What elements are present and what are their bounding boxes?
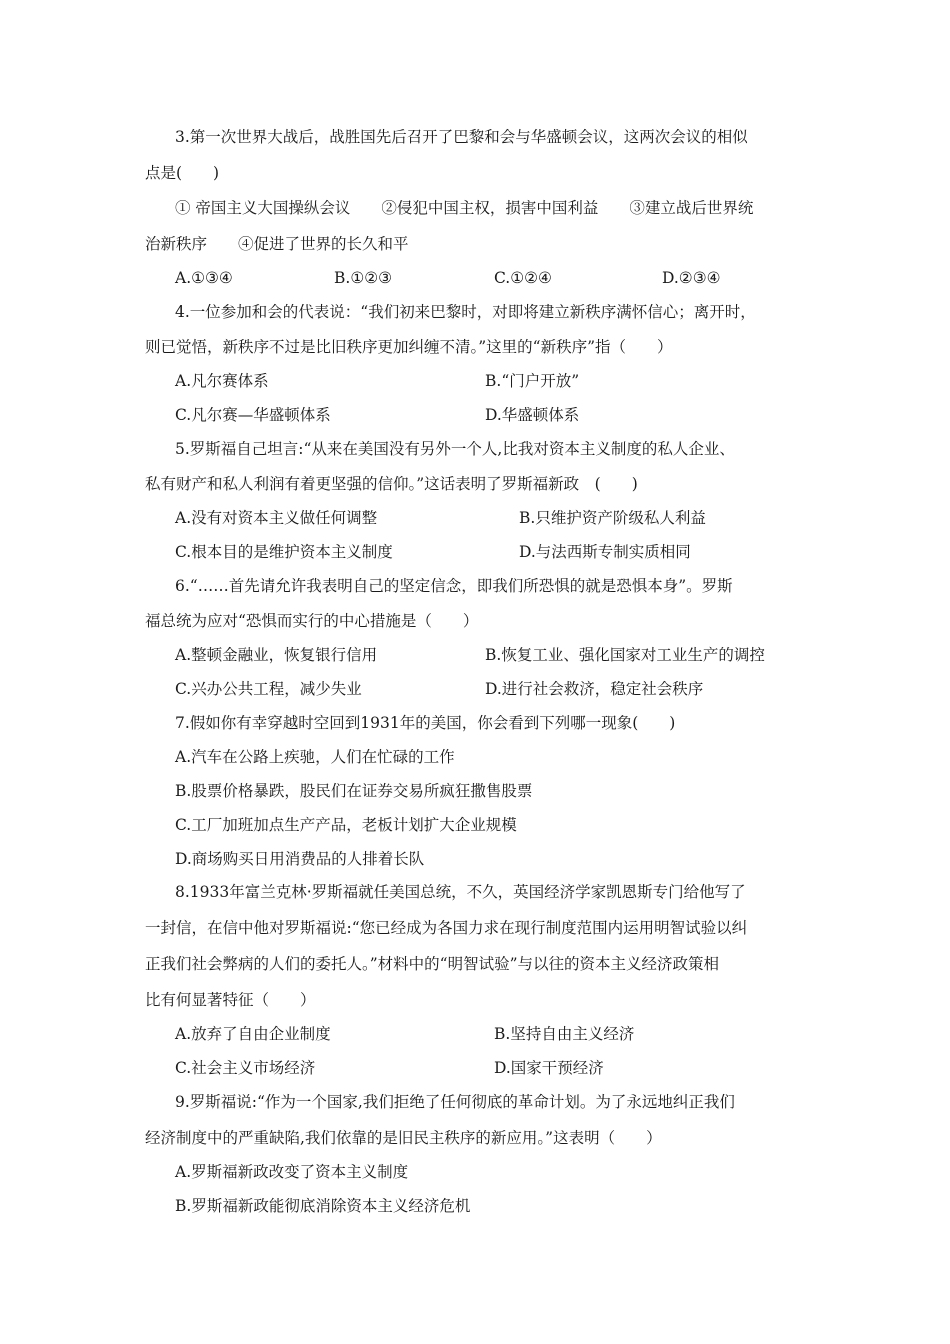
q6-stem-line-2: 福总统为应对“恐惧而实行的中心措施是（ ） (145, 612, 479, 630)
q3-option-b: B.①②③ (334, 269, 393, 287)
q5-stem-line-2: 私有财产和私人利润有着更坚强的信仰。”这话表明了罗斯福新政 ( ) (145, 475, 638, 493)
q5-option-a: A.没有对资本主义做任何调整 (175, 509, 378, 527)
q6-option-b: B.恢复工业、强化国家对工业生产的调控 (485, 646, 765, 664)
q3-option-c: C.①②④ (494, 269, 552, 287)
q4-option-b: B.“门户开放” (485, 372, 580, 390)
q5-option-b: B.只维护资产阶级私人利益 (519, 509, 706, 527)
q8-option-c: C.社会主义市场经济 (175, 1059, 316, 1077)
q8-option-d: D.国家干预经济 (494, 1059, 604, 1077)
q3-option-a: A.①③④ (175, 269, 233, 287)
q4-stem-line-2: 则已觉悟，新秩序不过是比旧秩序更加纠缠不清。”这里的“新秩序”指（ ） (145, 338, 673, 356)
q3-items-line-1: ① 帝国主义大国操纵会议 ②侵犯中国主权，损害中国利益 ③建立战后世界统 (175, 199, 754, 217)
q8-option-a: A.放弃了自由企业制度 (175, 1025, 331, 1043)
q7-option-b: B.股票价格暴跌，股民们在证券交易所疯狂撒售股票 (175, 782, 533, 800)
q7-stem-line-1: 7.假如你有幸穿越时空回到1931年的美国，你会看到下列哪一现象( ) (175, 714, 676, 732)
q6-option-c: C.兴办公共工程，减少失业 (175, 680, 362, 698)
q9-option-b: B.罗斯福新政能彻底消除资本主义经济危机 (175, 1197, 471, 1215)
q3-option-d: D.②③④ (662, 269, 721, 287)
q5-option-d: D.与法西斯专制实质相同 (519, 543, 691, 561)
q8-stem-line-3: 正我们社会弊病的人们的委托人。”材料中的“明智试验”与以往的资本主义经济政策相 (145, 955, 720, 973)
q9-stem-line-2: 经济制度中的严重缺陷,我们依靠的是旧民主秩序的新应用。”这表明（ ） (145, 1129, 662, 1147)
q6-option-d: D.进行社会救济，稳定社会秩序 (485, 680, 704, 698)
q7-option-c: C.工厂加班加点生产产品，老板计划扩大企业规模 (175, 816, 517, 834)
q7-option-a: A.汽车在公路上疾驰，人们在忙碌的工作 (175, 748, 455, 766)
q3-stem-line-2: 点是( ) (145, 164, 220, 182)
q5-stem-line-1: 5.罗斯福自己坦言:“从来在美国没有另外一个人,比我对资本主义制度的私人企业、 (175, 440, 735, 458)
q4-stem-line-1: 4.一位参加和会的代表说：“我们初来巴黎时，对即将建立新秩序满怀信心；离开时， (175, 303, 756, 321)
q9-option-a: A.罗斯福新政改变了资本主义制度 (175, 1163, 409, 1181)
q8-option-b: B.坚持自由主义经济 (494, 1025, 635, 1043)
q4-option-c: C.凡尔赛—华盛顿体系 (175, 406, 331, 424)
q6-stem-line-1: 6.“……首先请允许我表明自己的坚定信念，即我们所恐惧的就是恐惧本身”。罗斯 (175, 577, 733, 595)
q8-stem-line-2: 一封信，在信中他对罗斯福说:“您已经成为各国力求在现行制度范围内运用明智试验以纠 (145, 919, 748, 937)
q6-option-a: A.整顿金融业，恢复银行信用 (175, 646, 378, 664)
q3-items-line-2: 治新秩序 ④促进了世界的长久和平 (145, 235, 409, 253)
q4-option-d: D.华盛顿体系 (485, 406, 580, 424)
q8-stem-line-4: 比有何显著特征（ ） (145, 991, 316, 1009)
q9-stem-line-1: 9.罗斯福说:“作为一个国家,我们拒绝了任何彻底的革命计划。为了永远地纠正我们 (175, 1093, 735, 1111)
q5-option-c: C.根本目的是维护资本主义制度 (175, 543, 393, 561)
q3-stem-line-1: 3.第一次世界大战后，战胜国先后召开了巴黎和会与华盛顿会议，这两次会议的相似 (175, 128, 748, 146)
q7-option-d: D.商场购买日用消费品的人排着长队 (175, 850, 425, 868)
q4-option-a: A.凡尔赛体系 (175, 372, 269, 390)
q8-stem-line-1: 8.1933年富兰克林·罗斯福就任美国总统，不久，英国经济学家凯恩斯专门给他写了 (175, 883, 746, 901)
